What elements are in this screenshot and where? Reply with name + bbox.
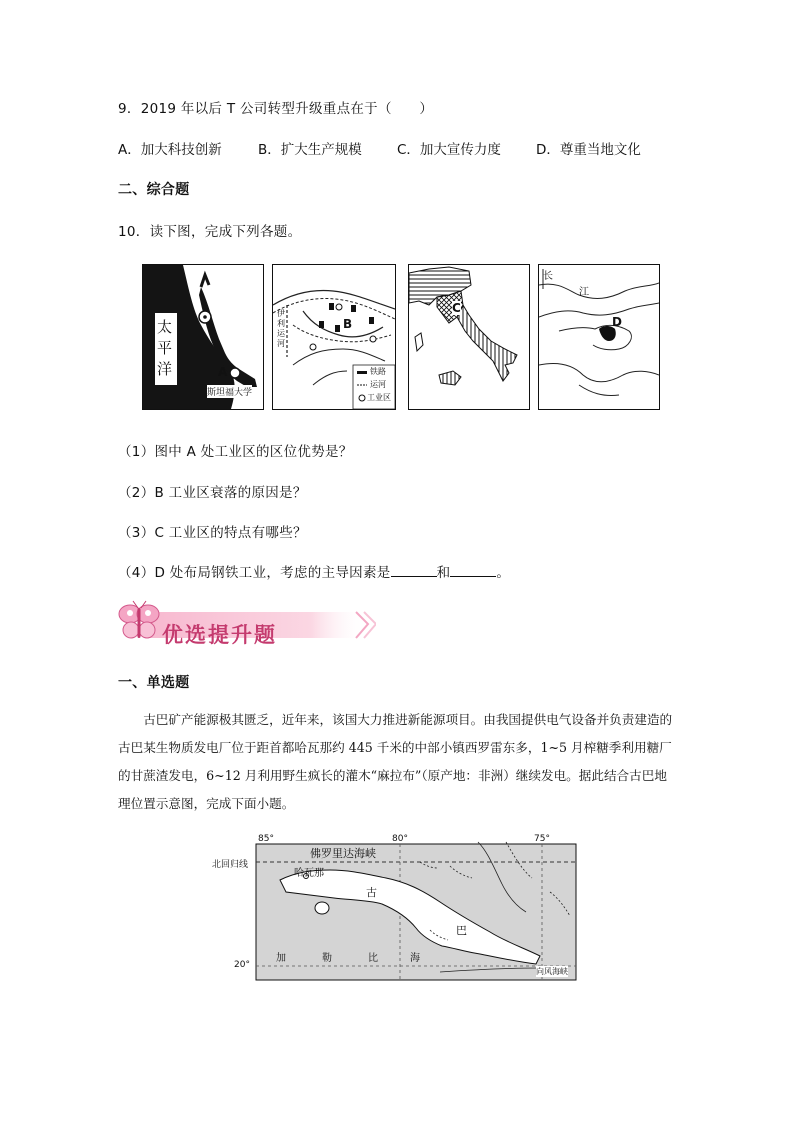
lat-label-tropic: 北回归线	[212, 860, 249, 870]
q10-sub4	[118, 561, 510, 581]
map-d-label: D	[612, 315, 622, 329]
map-a-label: A	[218, 365, 228, 379]
cuba-map	[210, 832, 590, 984]
map-a-ocean-label: 太平洋	[157, 318, 173, 378]
q9-option-b: B．扩大生产规模	[258, 142, 362, 158]
q9-stem: 9．2019 年以后 T 公司转型升级重点在于（ ）	[118, 101, 434, 117]
map-d-panel	[538, 264, 660, 410]
answer-blank-1[interactable]	[391, 564, 437, 577]
sea-char-3: 比	[368, 953, 378, 964]
lat-label-20: 20°	[234, 960, 250, 970]
lon-label-85: 85°	[258, 834, 274, 844]
q10-stem: 10．读下图，完成下列各题。	[118, 224, 302, 240]
q10-sub4-and: 和	[436, 565, 451, 581]
sea-char-1: 加	[276, 953, 286, 964]
q10-sub4-text: （4）D 处布局钢铁工业，考虑的主导因素是	[118, 565, 391, 581]
map-a-place-label: 斯坦福大学	[207, 385, 252, 398]
banner-title: 优选提升题	[162, 623, 277, 647]
map-d-river-char-1: 长	[543, 271, 553, 282]
havana-label: 哈瓦那	[294, 868, 324, 879]
sea-char-4: 海	[410, 953, 420, 964]
sea-char-2: 勒	[322, 953, 332, 964]
q10-sub2: （2）B 工业区衰落的原因是？	[118, 485, 307, 501]
florida-strait-label: 佛罗里达海峡	[310, 847, 376, 860]
map-b-legend-canal: 运河	[370, 380, 386, 389]
map-b-label: B	[343, 317, 353, 331]
map-c-label: C	[452, 301, 461, 315]
section-comprehensive-title: 二、综合题	[118, 182, 190, 198]
butterfly-icon	[119, 601, 159, 638]
q9-option-a: A．加大科技创新	[118, 142, 222, 158]
reading-passage: 古巴矿产能源极其匮乏，近年来，该国大力推进新能源项目。由我国提供电气设备并负责建造的古巴某生物质发电厂位于距首都哈瓦那约 445 千米的中部小镇西罗雷东多，1~5 月榨糖季利用糖厂的甘蔗渣发电，6~12 月利用野生疯长的灌木“麻拉布”（原产地：非洲）继续发电。据此结合古巴地理位置示意图，完成下面小题。	[118, 712, 673, 811]
map-b-legend-rail: 铁路	[370, 367, 386, 376]
map-b-panel	[272, 264, 396, 410]
q9-option-c: C．加大宣传力度	[397, 142, 501, 158]
answer-blank-2[interactable]	[450, 564, 496, 577]
lon-label-75: 75°	[534, 834, 550, 844]
q9-option-d: D．尊重当地文化	[536, 142, 641, 158]
country-char-2: 巴	[456, 924, 467, 937]
q10-sub3: （3）C 工业区的特点有哪些？	[118, 525, 307, 541]
section-single-choice-title: 一、单选题	[118, 675, 190, 691]
windward-strait-label: 向风海峡	[536, 967, 568, 976]
map-a-panel	[142, 264, 264, 410]
q10-sub1: （1）图中 A 处工业区的区位优势是？	[118, 444, 353, 460]
country-char-1: 古	[366, 886, 377, 899]
map-b-canal-label: 伊利运河	[277, 309, 285, 348]
q10-sub4-end: 。	[496, 565, 511, 581]
map-d-river-char-2: 江	[579, 287, 589, 298]
map-c-panel	[408, 264, 530, 410]
map-b-legend-industry: 工业区	[367, 393, 391, 402]
lon-label-80: 80°	[392, 834, 408, 844]
